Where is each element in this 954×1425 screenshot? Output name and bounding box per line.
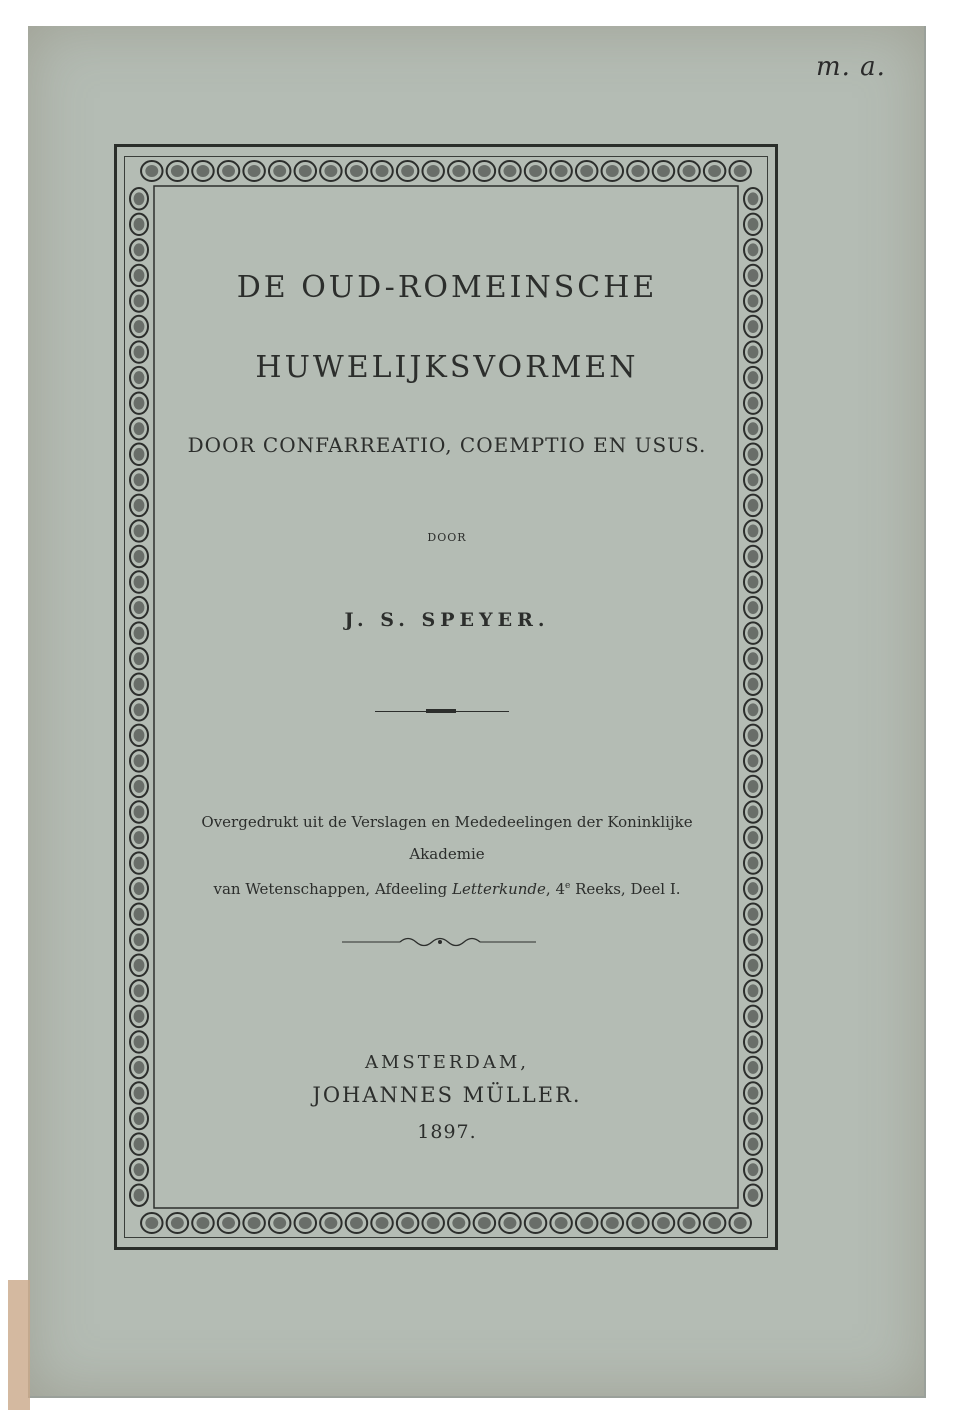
border-rosette: [550, 1213, 571, 1233]
border-rosette: [130, 571, 148, 592]
border-rosette: [422, 161, 443, 181]
border-rosette: [130, 1082, 148, 1103]
border-rosette: [499, 161, 520, 181]
border-rosette: [130, 622, 148, 643]
border-rosette: [653, 1213, 674, 1233]
border-rosette: [130, 546, 148, 567]
border-rosette: [141, 161, 162, 181]
border-rosette: [130, 469, 148, 490]
border-rosette: [167, 1213, 188, 1233]
reprint-line-2: van Wetenschappen, Afdeeling Letterkunde, 4e Reeks, Deel I.: [213, 880, 681, 898]
border-rosette: [130, 801, 148, 822]
border-rosette: [130, 341, 148, 362]
title-line-1: DE OUD-ROMEINSCHE: [236, 270, 658, 305]
ornamental-border: [124, 156, 768, 1238]
border-rosette: [744, 673, 762, 694]
border-rosette: [744, 495, 762, 516]
border-rosette: [627, 161, 648, 181]
border-rosette: [744, 265, 762, 286]
border-rosette: [744, 776, 762, 797]
border-rosette: [744, 852, 762, 873]
border-rosette: [130, 955, 148, 976]
border-rosette: [744, 827, 762, 848]
handwritten-note: m. a.: [816, 52, 886, 82]
border-rosette: [653, 161, 674, 181]
border-rosette: [448, 161, 469, 181]
border-rosette: [130, 827, 148, 848]
border-rosette: [744, 239, 762, 260]
border-rosette: [744, 444, 762, 465]
border-rosette: [704, 1213, 725, 1233]
border-rosette: [130, 1184, 148, 1205]
border-rosette: [678, 1213, 699, 1233]
border-rosette: [744, 341, 762, 362]
border-rosette: [243, 161, 264, 181]
border-rosette: [744, 725, 762, 746]
border-rosette: [744, 1031, 762, 1052]
border-rosette: [602, 161, 623, 181]
border-rosette: [474, 1213, 495, 1233]
border-rosette: [130, 673, 148, 694]
border-rosette: [130, 699, 148, 720]
author-name: J. S. SPEYER.: [344, 609, 550, 631]
border-rosette: [295, 161, 316, 181]
border-rosette: [525, 1213, 546, 1233]
border-rosette: [130, 188, 148, 209]
border-rosette: [576, 1213, 597, 1233]
border-rosette: [744, 188, 762, 209]
border-rosette: [744, 1133, 762, 1154]
border-rosette: [130, 1108, 148, 1129]
border-rosette: [320, 161, 341, 181]
border-rosette: [269, 1213, 290, 1233]
border-rosette: [130, 648, 148, 669]
border-rosette: [744, 1184, 762, 1205]
border-rosette: [130, 239, 148, 260]
border-rosette: [218, 161, 239, 181]
border-rosette: [729, 1213, 750, 1233]
border-rosette: [744, 392, 762, 413]
border-rosette: [525, 161, 546, 181]
border-rosette: [130, 367, 148, 388]
border-rosette: [130, 980, 148, 1001]
border-rosette: [130, 903, 148, 924]
border-rosette: [576, 161, 597, 181]
reprint-note: [170, 806, 724, 905]
border-rosette: [371, 1213, 392, 1233]
border-rosette: [130, 776, 148, 797]
border-rosette: [130, 418, 148, 439]
border-rosette: [295, 1213, 316, 1233]
border-rosette: [627, 1213, 648, 1233]
border-rosette: [130, 1159, 148, 1180]
border-rosette: [744, 622, 762, 643]
subtitle: DOOR CONFARREATIO, COEMPTIO EN USUS.: [187, 433, 707, 457]
border-rosette: [602, 1213, 623, 1233]
border-rosette: [744, 699, 762, 720]
border-rosette: [130, 597, 148, 618]
border-rosette: [744, 571, 762, 592]
border-rosette: [744, 750, 762, 771]
border-rosette: [130, 495, 148, 516]
border-rosette: [678, 161, 699, 181]
border-rosette: [744, 214, 762, 235]
border-rosette: [130, 878, 148, 899]
reprint-line-1: Overgedrukt uit de Verslagen en Mededeelingen der Koninklijke Akademie: [201, 813, 693, 863]
border-rosette: [744, 903, 762, 924]
border-rosette: [130, 852, 148, 873]
border-rosette: [499, 1213, 520, 1233]
border-rosette: [744, 1006, 762, 1027]
border-rosette: [130, 392, 148, 413]
border-rosette: [130, 1057, 148, 1078]
border-rosette: [474, 161, 495, 181]
border-rosette: [130, 725, 148, 746]
border-rosette: [130, 1006, 148, 1027]
border-rosette: [130, 290, 148, 311]
border-rosette: [744, 546, 762, 567]
border-rosette: [346, 1213, 367, 1233]
border-rosette: [192, 161, 213, 181]
border-rosette: [130, 929, 148, 950]
border-rosette: [130, 1031, 148, 1052]
border-rosette: [744, 290, 762, 311]
border-rosette: [744, 316, 762, 337]
border-rosette: [141, 1213, 162, 1233]
ornament-divider: [340, 932, 540, 952]
border-rosette: [320, 1213, 341, 1233]
border-rosette: [130, 1133, 148, 1154]
border-rosette: [744, 597, 762, 618]
border-rosette: [192, 1213, 213, 1233]
border-rosette: [704, 161, 725, 181]
border-rosette: [130, 214, 148, 235]
border-rosette: [130, 750, 148, 771]
border-rosette: [130, 444, 148, 465]
border-rosette: [744, 980, 762, 1001]
by-label: DOOR: [427, 531, 467, 544]
border-rosette: [243, 1213, 264, 1233]
border-rosette: [744, 520, 762, 541]
year: 1897.: [417, 1121, 477, 1143]
border-rosette: [744, 1108, 762, 1129]
border-rosette: [744, 1057, 762, 1078]
divider-rule-center: [426, 709, 456, 713]
border-rosette: [422, 1213, 443, 1233]
border-rosette: [346, 161, 367, 181]
border-rosette: [744, 1159, 762, 1180]
border-rosette: [397, 1213, 418, 1233]
border-rosette: [448, 1213, 469, 1233]
border-rosette: [371, 161, 392, 181]
border-rosette: [397, 161, 418, 181]
border-rosette: [550, 161, 571, 181]
border-rosette: [218, 1213, 239, 1233]
border-rosette: [167, 161, 188, 181]
border-rosette: [269, 161, 290, 181]
border-rosette: [744, 1082, 762, 1103]
border-rosette: [744, 801, 762, 822]
title-line-2: HUWELIJKSVORMEN: [255, 350, 639, 385]
border-rosette: [744, 469, 762, 490]
border-rosette: [744, 955, 762, 976]
border-rosette: [744, 367, 762, 388]
city: AMSTERDAM,: [364, 1052, 530, 1073]
border-rosette: [744, 878, 762, 899]
border-rosette: [744, 418, 762, 439]
border-rosette: [130, 520, 148, 541]
publisher: JOHANNES MÜLLER.: [312, 1083, 582, 1107]
border-rosette: [130, 265, 148, 286]
border-rosette: [130, 316, 148, 337]
border-rosette: [729, 161, 750, 181]
spine-tape: [8, 1280, 30, 1410]
border-rosette: [744, 648, 762, 669]
border-rosette: [744, 929, 762, 950]
